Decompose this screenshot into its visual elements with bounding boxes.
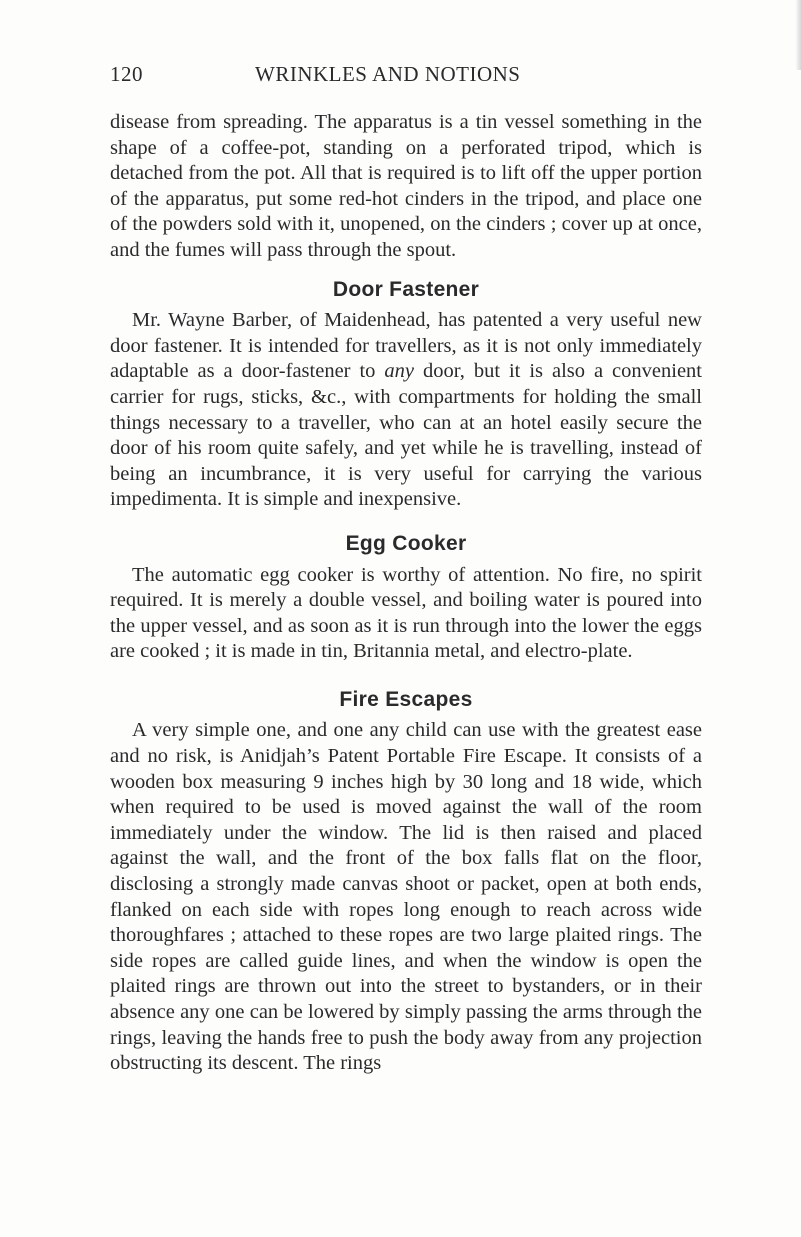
page-edge-shadow (795, 0, 801, 70)
paragraph-door-fastener (110, 308, 702, 513)
running-head-title: WRINKLES AND NOTIONS (255, 62, 521, 86)
door-text-part-1: Mr. Wayne Barber, of Maidenhead, has patented a very useful new door fastener. It is intended for travellers, as it is not only immediately adaptable as a door-fastener to (110, 309, 702, 383)
section-heading-egg-cooker: Egg Cooker (345, 531, 467, 555)
running-head (110, 62, 700, 90)
page-number: 120 (110, 62, 143, 86)
body-text (110, 110, 702, 1077)
paragraph-egg-cooker: The automatic egg cooker is worthy of attention. No fire, no spirit required. It is merely a double vessel, and boiling water is poured into the upper vessel, and as soon as it is run through into the lower the eggs are cooked ; it is made in tin, Britannia metal, and electro-plate. (110, 563, 702, 663)
door-text-emphasis: any (384, 360, 414, 383)
door-text-part-2: door, but it is also a convenient carrier for rugs, sticks, &c., with compartments for holding the small things necessary to a traveller, who can at an hotel easily secure the door of his room quite safely, and yet while he is travelling, instead of being an incumbrance, it is very useful for carrying the various impedimenta. It is simple and inexpensive. (110, 360, 702, 511)
section-heading-door-fastener: Door Fastener (332, 277, 480, 301)
paragraph-continued: disease from spreading. The apparatus is a tin vessel something in the shape of a coffee-pot, standing on a perforated tripod, which is detached from the pot. All that is required is to lift off the upper portion of the apparatus, put some red-hot cinders in the tripod, and place one of the powders sold with it, unopened, on the cinders ; cover up at once, and the fumes will pass through the spout. (110, 111, 702, 261)
section-heading-fire-escapes: Fire Escapes (339, 687, 473, 711)
paragraph-fire-escapes: A very simple one, and one any child can use with the greatest ease and no risk, is Anidjah’s Patent Portable Fire Escape. It consists of a wooden box measuring 9 inches high by 30 long and 18 wide, which when required to be used is moved against the wall of the room immediately under the window. The lid is then raised and placed against the wall, and the front of the box falls flat on the floor, disclosing a strongly made canvas shoot or packet, open at both ends, flanked on each side with ropes long enough to reach across wide thoroughfares ; attached to these ropes are two large plaited rings. The side ropes are called guide lines, and when the window is open the plaited rings are thrown out into the street to bystanders, or in their absence any one can be lowered by simply passing the arms through the rings, leaving the hands free to push the body away from any projection obstructing its descent. The rings (110, 719, 702, 1075)
